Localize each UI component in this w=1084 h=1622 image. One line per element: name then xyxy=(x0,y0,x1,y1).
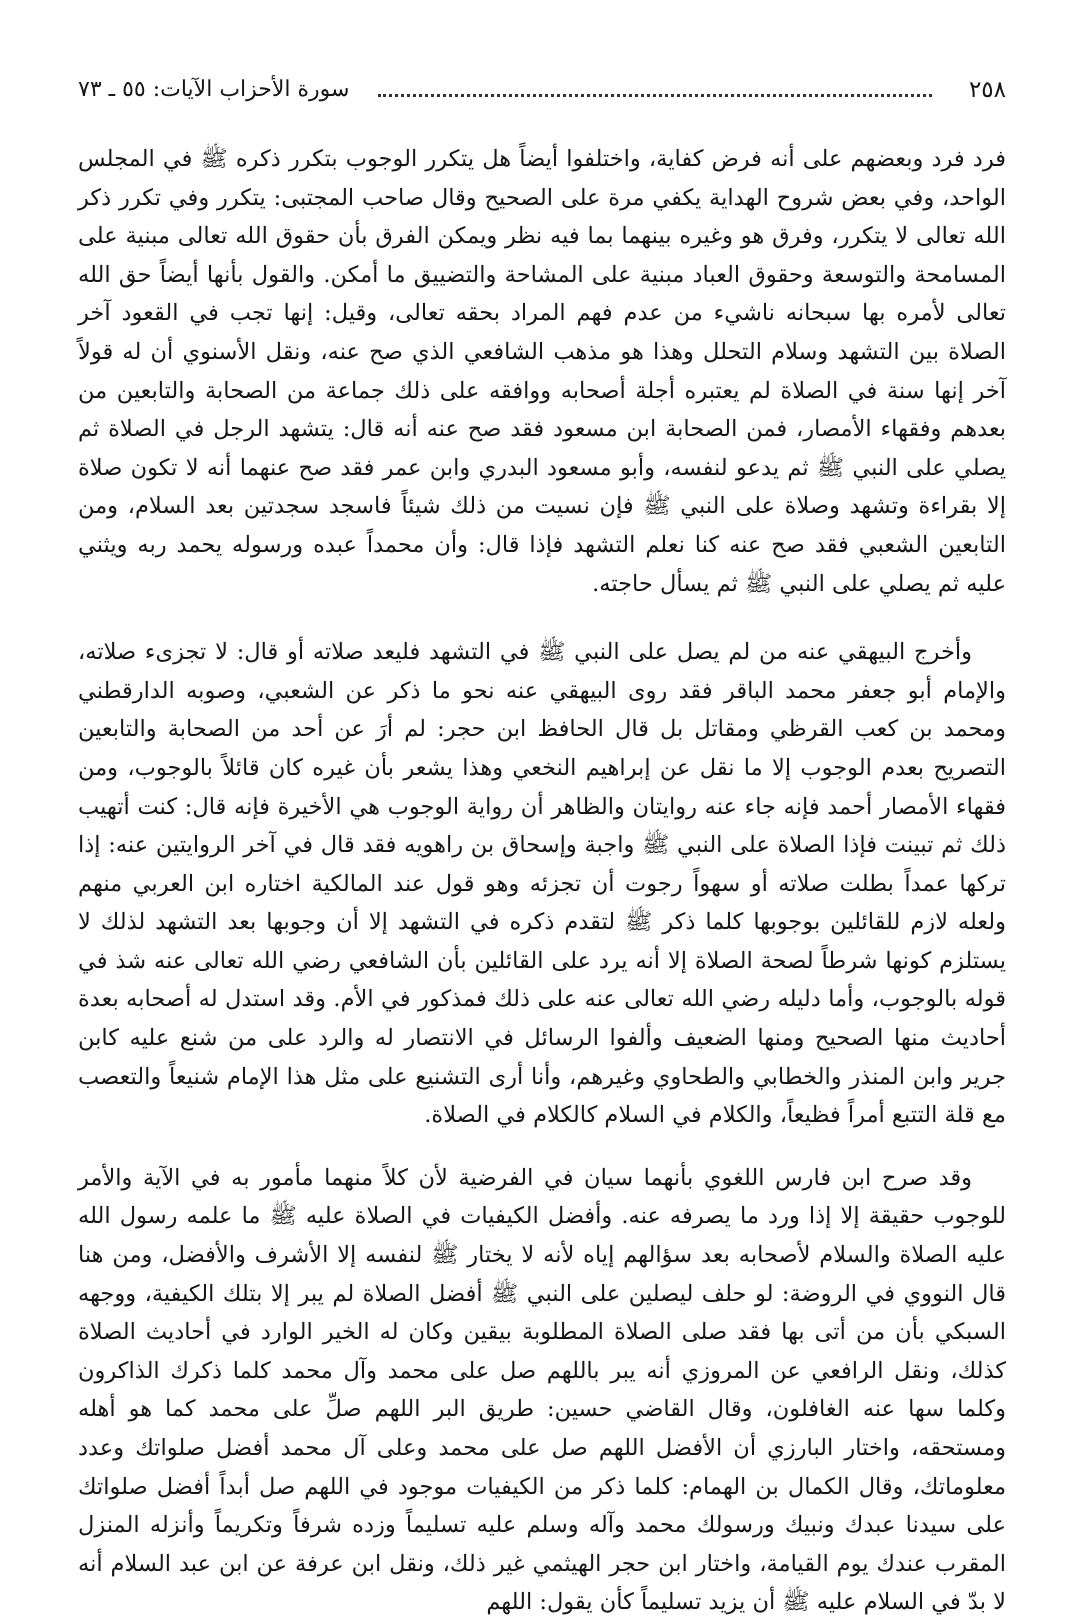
page-number: ٢٥٨ xyxy=(968,77,1006,103)
paragraph: فرد فرد وبعضهم على أنه فرض كفاية، واختلفوا أيضاً هل يتكرر الوجوب بتكرر ذكره ﷺ في المجلس الواحد، وفي بعض شروح الهداية يكفي مرة على الصحيح وقال صاحب المجتبى: يتكرر وفي تكرر ذكر الله تعالى لا يتكرر، وفرق هو وغيره بينهما بما فيه نظر ويمكن الفرق بأن حقوق الله تعالى مبنية على المسامحة والتوسعة وحقوق العباد مبنية على المشاحة والتضييق ما أمكن. والقول بأنها أيضاً حق الله تعالى لأمره بها سبحانه ناشيء من عدم فهم المراد بحقه تعالى، وقيل: إنها تجب في القعود آخر الصلاة بين التشهد وسلام التحلل وهذا هو مذهب الشافعي الذي صح عنه، ونقل الأسنوي أن له قولاً آخر إنها سنة في الصلاة لم يعتبره أجلة أصحابه ووافقه على ذلك جماعة من الصحابة والتابعين من بعدهم وفقهاء الأمصار، فمن الصحابة ابن مسعود فقد صح عنه أنه قال: يتشهد الرجل في الصلاة ثم يصلي على النبي ﷺ ثم يدعو لنفسه، وأبو مسعود البدري وابن عمر فقد صح عنهما أنه لا تكون صلاة إلا بقراءة وتشهد وصلاة على النبي ﷺ فإن نسيت من ذلك شيئاً فاسجد سجدتين بعد السلام، ومن التابعين الشعبي فقد صح عنه كنا نعلم التشهد فإذا قال: وأن محمداً عبده ورسوله يحمد ربه ويثني عليه ثم يصلي على النبي ﷺ ثم يسأل حاجته. xyxy=(78,146,1006,597)
paragraph: وقد صرح ابن فارس اللغوي بأنهما سيان في الفرضية لأن كلاً منهما مأمور به في الآية والأمر للوجوب حقيقة إلا إذا ورد ما يصرفه عنه. وأفضل الكيفيات في الصلاة عليه ﷺ ما علمه رسول الله عليه الصلاة والسلام لأصحابه بعد سؤالهم إياه لأنه لا يختار ﷺ لنفسه إلا الأشرف والأفضل، ومن هنا قال النووي في الروضة: لو حلف ليصلين على النبي ﷺ أفضل الصلاة لم يبر إلا بتلك الكيفية، ووجهه السبكي بأن من أتى بها فقد صلى الصلاة المطلوبة بيقين وكان له الخير الوارد في أحاديث الصلاة كذلك، ونقل الرافعي عن المروزي أنه يبر باللهم صل على محمد وآل محمد كلما ذكرك الذاكرون وكلما سها عنه الغافلون، وقال القاضي حسين: طريق البر اللهم صلِّ على محمد كما هو أهله ومستحقه، واختار البارزي أن الأفضل اللهم صل على محمد وعلى آل محمد أفضل صلواتك وعدد معلوماتك، وقال الكمال بن الهمام: كلما ذكر من الكيفيات موجود في اللهم صل أبداً أفضل صلواتك على سيدنا عبدك ونبيك ورسولك محمد وآله وسلم عليه تسليماً وزده شرفاً وتكريماً وأنزله المنزل المقرب عندك يوم القيامة، واختار ابن حجر الهيثمي غير ذلك، ونقل ابن عرفة عن ابن عبد السلام أنه لا بدّ في السلام عليه ﷺ أن يزيد تسليماً كأن يقول: اللهم xyxy=(78,1164,1006,1616)
header-dotted-leader xyxy=(378,94,932,97)
page-header xyxy=(78,70,1006,110)
book-page xyxy=(78,70,1006,1622)
paragraph: وأخرج البيهقي عنه من لم يصل على النبي ﷺ في التشهد فليعد صلاته أو قال: لا تجزىء صلاته، والإمام أبو جعفر محمد الباقر فقد روى البيهقي عنه نحو ما ذكر عن الشعبي، وصوبه الدارقطني ومحمد بن كعب القرظي ومقاتل بل قال الحافظ ابن حجر: لم أرَ عن أحد من الصحابة والتابعين التصريح بعدم الوجوب إلا ما نقل عن إبراهيم النخعي وهذا يشعر بأن غيره كان قائلاً بالوجوب، ومن فقهاء الأمصار أحمد فإنه جاء عنه روايتان والظاهر أن رواية الوجوب هي الأخيرة فإنه قال: كنت أتهيب ذلك ثم تبينت فإذا الصلاة على النبي ﷺ واجبة وإسحاق بن راهويه فقد قال في آخر الروايتين عنه: إذا تركها عمداً بطلت صلاته أو سهواً رجوت أن تجزئه وهو قول عند المالكية اختاره ابن العربي منهم ولعله لازم للقائلين بوجوبها كلما ذكر ﷺ لتقدم ذكره في التشهد إلا أن وجوبها بعد التشهد لذلك لا يستلزم كونها شرطاً لصحة الصلاة إلا أنه يرد على القائلين بأن الشافعي رضي الله تعالى عنه شذ في قوله بالوجوب، وأما دليله رضي الله تعالى عنه على ذلك فمذكور في الأم. وقد استدل له أصحابه بعدة أحاديث منها الصحيح ومنها الضعيف وألفوا الرسائل في الانتصار له والرد على من شنع عليه كابن جرير وابن المنذر والخطابي والطحاوي وغيرهم، وأنا أرى التشنيع على مثل هذا الإمام شنيعاً والتعصب مع قلة التتبع أمراً فظيعاً، والكلام في السلام كالكلام في الصلاة. xyxy=(78,639,1006,1129)
running-title: سورة الأحزاب الآيات: ٥٥ ـ ٧٣ xyxy=(78,77,350,102)
